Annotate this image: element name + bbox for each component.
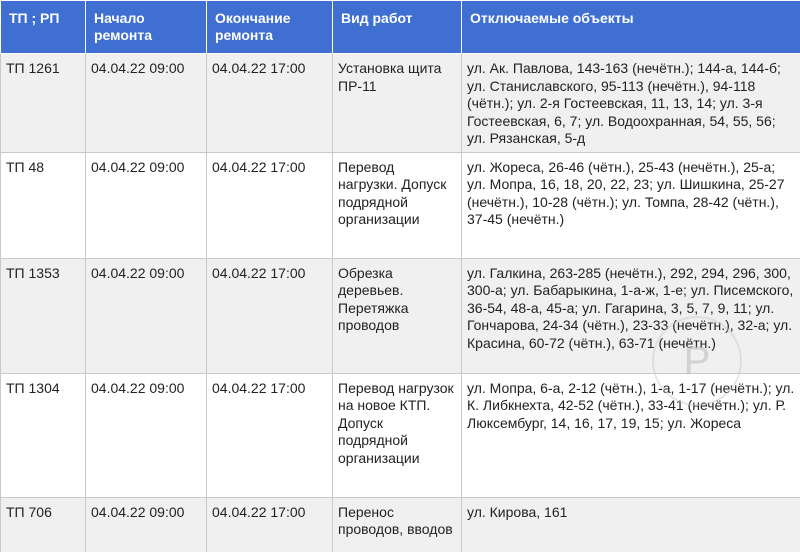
header-objects: Отключаемые объекты [462, 1, 800, 54]
table-row [1, 497, 800, 552]
cell-substation: ТП 48 [1, 152, 86, 258]
header-substation: ТП ; РП [1, 1, 86, 54]
cell-substation: ТП 1353 [1, 258, 86, 373]
cell-start: 04.04.22 09:00 [86, 152, 207, 258]
cell-end: 04.04.22 17:00 [207, 54, 333, 153]
cell-end: 04.04.22 17:00 [207, 152, 333, 258]
cell-end: 04.04.22 17:00 [207, 497, 333, 552]
cell-start: 04.04.22 09:00 [86, 373, 207, 497]
table-row [1, 258, 800, 373]
watermark-logo-icon: P [652, 316, 742, 406]
cell-work-type: Установка щита ПР-11 [333, 54, 462, 153]
header-start: Начало ремонта [86, 1, 207, 54]
table-header [1, 1, 800, 54]
cell-end: 04.04.22 17:00 [207, 258, 333, 373]
cell-objects: ул. Мопра, 6-а, 2-12 (чётн.), 1-а, 1-17 (нечётн.); ул. К. Либкнехта, 42-52 (чётн.), 33-41 (нечётн.); ул. Р. Люксембург, 14, 16, 17, 19, 15; ул. Жореса [462, 373, 800, 497]
cell-start: 04.04.22 09:00 [86, 497, 207, 552]
cell-objects: ул. Ак. Павлова, 143-163 (нечётн.); 144-а, 144-б; ул. Станиславского, 95-113 (нечётн.), 94-118 (чётн.); ул. 2-я Гостеевская, 11, 13, 14; ул. 3-я Гостеевская, 6, 7; ул. Водоохранная, 54, 55, 56; ул. Рязанская, 5-д [462, 54, 800, 153]
cell-start: 04.04.22 09:00 [86, 54, 207, 153]
cell-objects: ул. Кирова, 161 [462, 497, 800, 552]
cell-work-type: Обрезка деревьев. Перетяжка проводов [333, 258, 462, 373]
header-end: Окончание ремонта [207, 1, 333, 54]
cell-substation: ТП 706 [1, 497, 86, 552]
table-row [1, 54, 800, 153]
cell-end: 04.04.22 17:00 [207, 373, 333, 497]
table-row [1, 152, 800, 258]
table-body [1, 54, 800, 552]
header-work-type: Вид работ [333, 1, 462, 54]
cell-work-type: Перевод нагрузок на новое КТП. Допуск подрядной организации [333, 373, 462, 497]
header-row [1, 1, 800, 54]
cell-objects: ул. Галкина, 263-285 (нечётн.), 292, 294, 296, 300, 300-а; ул. Бабарыкина, 1-а-ж, 1-е; ул. Писемского, 36-54, 48-а, 45-а; ул. Гагарина, 3, 5, 7, 9, 11; ул. Гончарова, 24-34 (чётн.), 23-33 (нечётн.), 32-а; ул. Красина, 60-72 (чётн.), 63-71 (нечётн.) [462, 258, 800, 373]
cell-start: 04.04.22 09:00 [86, 258, 207, 373]
cell-work-type: Перевод нагрузки. Допуск подрядной организации [333, 152, 462, 258]
cell-substation: ТП 1304 [1, 373, 86, 497]
table-row [1, 373, 800, 497]
cell-work-type: Перенос проводов, вводов [333, 497, 462, 552]
cell-objects: ул. Жореса, 26-46 (чётн.), 25-43 (нечётн.), 25-а; ул. Мопра, 16, 18, 20, 22, 23; ул. Шишкина, 25-27 (нечётн.), 10-28 (чётн.); ул. Томпа, 28-42 (чётн.), 37-45 (нечётн.) [462, 152, 800, 258]
cell-substation: ТП 1261 [1, 54, 86, 153]
